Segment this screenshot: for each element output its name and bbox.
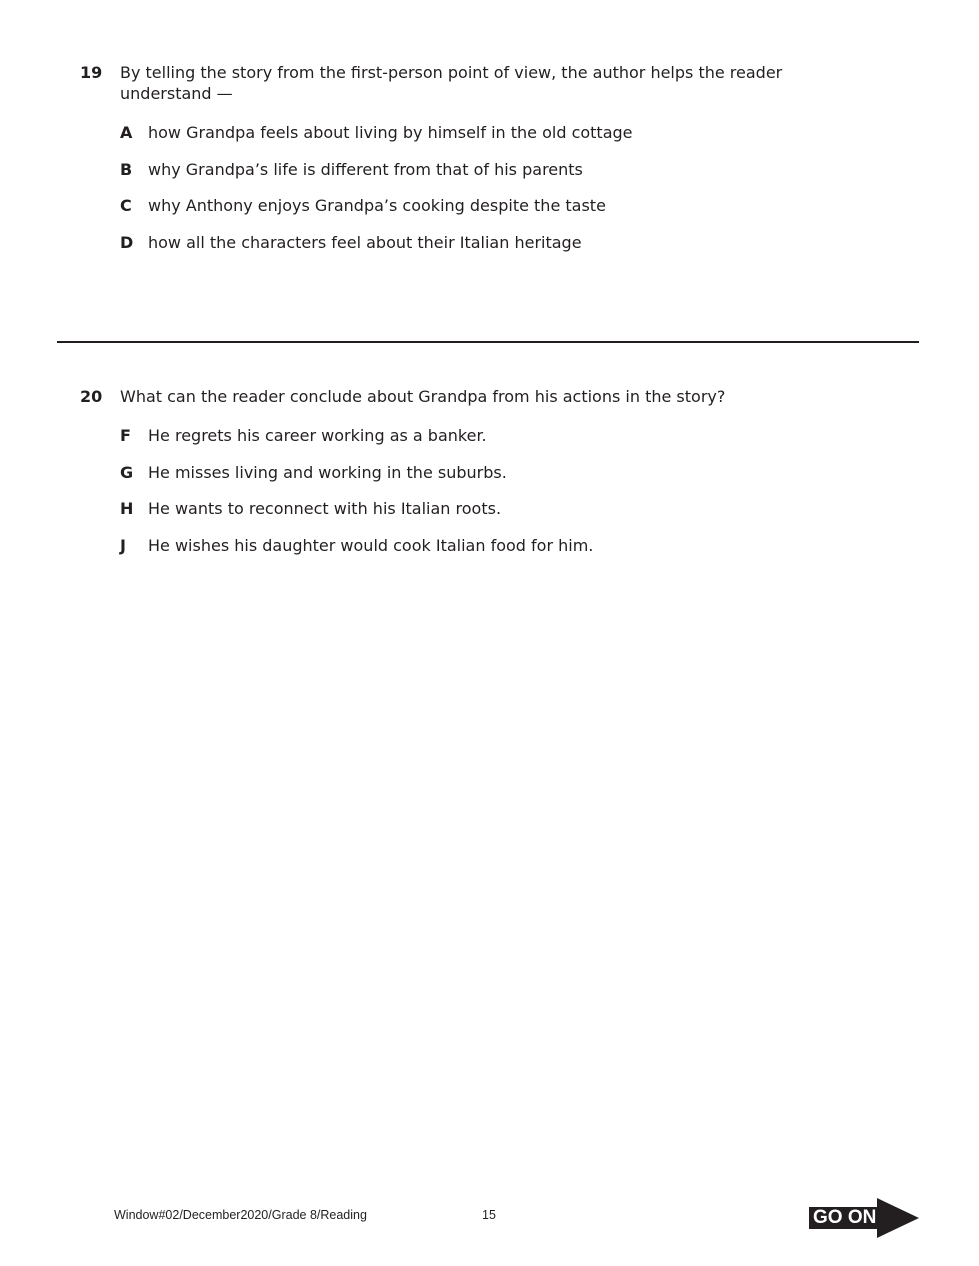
answer-choice-f[interactable] (120, 425, 860, 446)
arrow-right-icon (877, 1198, 919, 1238)
question-text: By telling the story from the first-person point of view, the author helps the reader understand — (120, 63, 783, 103)
choice-text: why Anthony enjoys Grandpa’s cooking despite the taste (148, 196, 606, 215)
question-19 (80, 62, 860, 268)
question-number: 19 (80, 63, 103, 82)
answer-choice-h[interactable] (120, 498, 860, 519)
question-header (80, 386, 860, 407)
answer-choices (80, 122, 860, 253)
go-on-arrow-button[interactable] (809, 1198, 919, 1238)
choice-letter: F (120, 426, 131, 445)
question-number: 20 (80, 387, 103, 406)
answer-choice-c[interactable] (120, 195, 860, 216)
choice-text: how all the characters feel about their Italian heritage (148, 232, 582, 252)
answer-choice-b[interactable] (120, 159, 860, 180)
choice-letter: A (120, 123, 133, 142)
footer-test-id: Window#02/December2020/Grade 8/Reading (114, 1208, 367, 1222)
choice-text: He misses living and working in the suburbs. (148, 462, 507, 482)
choice-text: He wants to reconnect with his Italian roots. (148, 499, 502, 518)
answer-choice-g[interactable] (120, 462, 860, 483)
choice-letter: D (120, 232, 134, 252)
choice-letter: H (120, 499, 134, 518)
choice-letter: B (120, 159, 133, 179)
question-20 (80, 386, 860, 571)
choice-text: He regrets his career working as a banker. (148, 426, 487, 445)
answer-choice-a[interactable] (120, 122, 860, 143)
choice-text: how Grandpa feels about living by himself in the old cottage (148, 123, 633, 142)
question-text: What can the reader conclude about Grandpa from his actions in the story? (120, 387, 726, 406)
choice-letter: C (120, 196, 132, 215)
question-header (80, 62, 860, 104)
choice-text: He wishes his daughter would cook Italian food for him. (148, 535, 594, 555)
page-number: 15 (482, 1208, 496, 1222)
choice-text: why Grandpa’s life is different from that of his parents (148, 159, 583, 179)
section-divider (57, 341, 919, 343)
choice-letter: G (120, 462, 134, 482)
answer-choices (80, 425, 860, 556)
answer-choice-j[interactable] (120, 535, 860, 556)
answer-choice-d[interactable] (120, 232, 860, 253)
go-on-label: GO ON (813, 1207, 877, 1228)
choice-letter: J (120, 535, 126, 555)
